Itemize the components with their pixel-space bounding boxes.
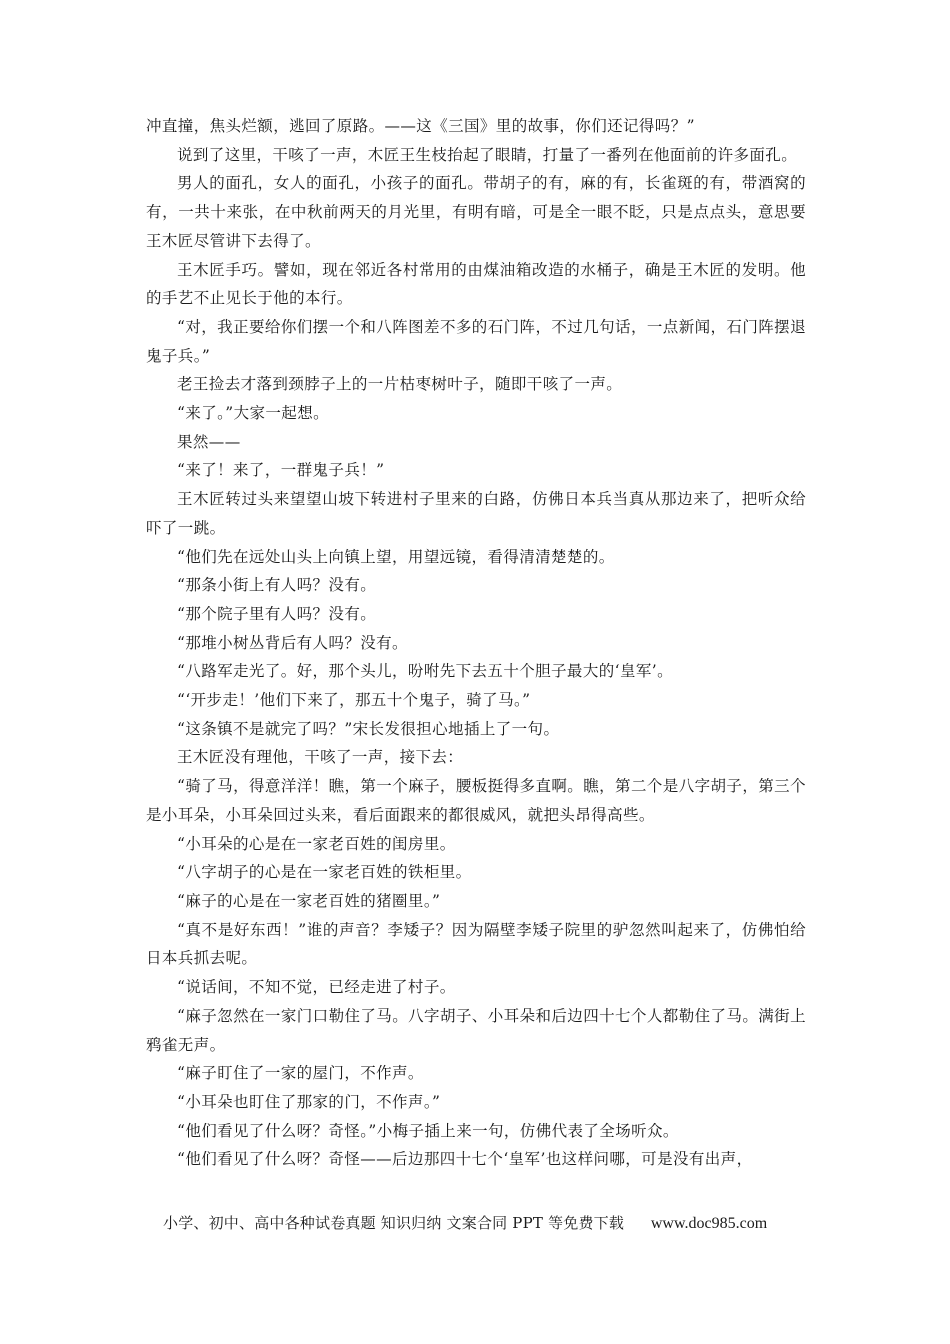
paragraph: 王木匠没有理他，干咳了一声，接下去：	[177, 748, 464, 767]
paragraph: “麻子忽然在一家门口勒住了马。八字胡子、小耳朵和后边四十七个人都勒住了马。满街上鸦雀无声。	[146, 1006, 806, 1054]
paragraph: “小耳朵的心是在一家老百姓的闺房里。	[177, 834, 456, 853]
paragraph: 说到了这里，干咳了一声，木匠王生枝抬起了眼睛，打量了一番列在他面前的许多面孔。	[177, 145, 798, 164]
paragraph: “他们先在远处山头上向镇上望，用望远镜，看得清清楚楚的。	[177, 547, 615, 566]
paragraph: 王木匠转过头来望望山坡下转进村子里来的白路，仿佛日本兵当真从那边来了，把听众给吓了一跳。	[146, 490, 806, 537]
paragraph: “‘开步走！’他们下来了，那五十个鬼子，骑了马。”	[177, 691, 531, 710]
paragraph: “这条镇不是就完了吗？”宋长发很担心地插上了一句。	[177, 719, 560, 738]
paragraph: “来了！来了，一群鬼子兵！”	[177, 461, 385, 480]
footer-text: 小学、初中、高中各种试卷真题 知识归纳 文案合同 PPT 等免费下载	[163, 1214, 625, 1232]
paragraph: “八路军走光了。好，那个头儿，吩咐先下去五十个胆子最大的‘皇军’。	[177, 662, 673, 681]
paragraph: 果然——	[177, 432, 241, 451]
paragraph: “他们看见了什么呀？奇怪——后边那四十七个‘皇军’也这样问哪，可是没有出声，	[177, 1150, 753, 1169]
paragraph: “真不是好东西！”谁的声音？李矮子？因为隔壁李矮子院里的驴忽然叫起来了，仿佛怕给日本兵抓去呢。	[146, 920, 806, 968]
document-body	[146, 112, 806, 1174]
paragraph: “说话间，不知不觉，已经走进了村子。	[177, 978, 456, 997]
paragraph: “骑了马，得意洋洋！瞧，第一个麻子，腰板挺得多直啊。瞧，第二个是八字胡子，第三个是小耳朵，小耳朵回过头来，看后面跟来的都很威风，就把头昂得高些。	[146, 777, 806, 824]
paragraph: “那条小街上有人吗？没有。	[177, 576, 377, 595]
paragraph: 王木匠手巧。譬如，现在邻近各村常用的由煤油箱改造的水桶子，确是王木匠的发明。他的手艺不止见长于他的本行。	[146, 260, 806, 308]
paragraph: “麻子的心是在一家老百姓的猪圈里。”	[177, 891, 441, 910]
paragraph: “他们看见了什么呀？奇怪。”小梅子插上来一句，仿佛代表了全场听众。	[177, 1121, 679, 1140]
paragraph: “那堆小树丛背后有人吗？没有。	[177, 633, 408, 652]
paragraph: 冲直撞，焦头烂额，逃回了原路。——这《三国》里的故事，你们还记得吗？”	[146, 117, 695, 135]
paragraph: “八字胡子的心是在一家老百姓的铁柜里。	[177, 863, 472, 882]
page-footer	[163, 1212, 803, 1235]
paragraph: “来了。”大家一起想。	[177, 404, 329, 423]
paragraph: “那个院子里有人吗？没有。	[177, 604, 377, 623]
footer-url: www.doc985.com	[650, 1215, 768, 1232]
paragraph: 男人的面孔，女人的面孔，小孩子的面孔。带胡子的有，麻的有，长雀斑的有，带酒窝的有，一共十来张，在中秋前两天的月光里，有明有暗，可是全一眼不眨，只是点点头，意思要王木匠尽管讲下去得了。	[146, 174, 806, 250]
paragraph: “小耳朵也盯住了那家的门，不作声。”	[177, 1092, 441, 1111]
paragraph: “对，我正要给你们摆一个和八阵图差不多的石门阵，不过几句话，一点新闻，石门阵摆退鬼子兵。”	[146, 317, 806, 365]
paragraph: 老王捡去才落到颈脖子上的一片枯枣树叶子，随即干咳了一声。	[177, 375, 623, 394]
paragraph: “麻子盯住了一家的屋门，不作声。	[177, 1064, 424, 1083]
